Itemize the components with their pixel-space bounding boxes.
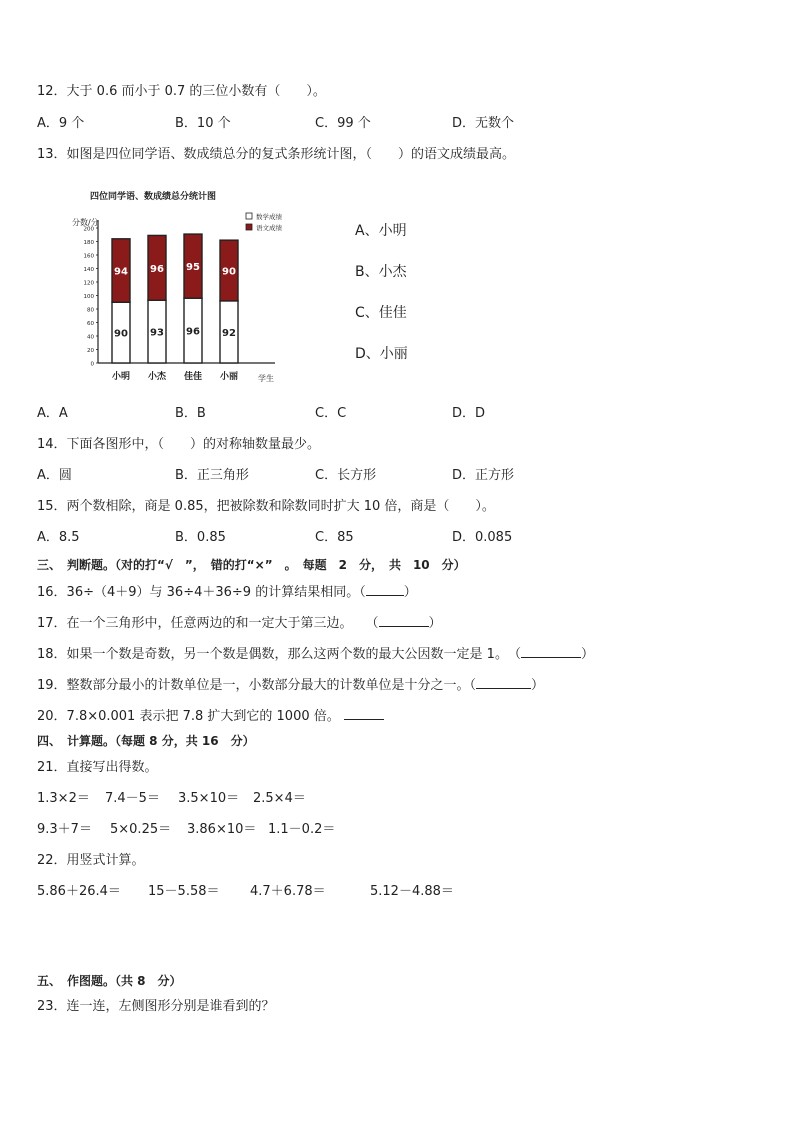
q21-item: 7.4－5＝ <box>105 791 160 806</box>
q21-stem: 21．直接写出得数。 <box>37 760 158 775</box>
q15-option-d: D．0.085 <box>452 530 513 545</box>
q21-item: 3.86×10＝ <box>187 822 257 837</box>
q21-item: 2.5×4＝ <box>253 791 306 806</box>
legend-label: 数学成绩 <box>256 213 282 221</box>
y-tick-label: 20 <box>87 348 94 354</box>
q15-option-a: A．8.5 <box>37 530 80 545</box>
q21-item: 3.5×10＝ <box>178 791 240 806</box>
y-tick-label: 60 <box>87 321 94 327</box>
x-tick-label: 小杰 <box>147 372 167 382</box>
q12-stem: 12．大于 0.6 而小于 0.7 的三位小数有（ ）。 <box>37 84 326 99</box>
y-tick-label: 180 <box>83 240 94 246</box>
q20-answer-blank[interactable] <box>344 707 384 720</box>
x-tick-label: 佳佳 <box>183 372 203 382</box>
q15-option-b: B．0.85 <box>175 530 226 545</box>
q14-stem: 14．下面各图形中，（ ）的对称轴数量最少。 <box>37 437 321 452</box>
q13-option-d: D．D <box>452 406 486 421</box>
q12-option-b: B．10 个 <box>175 116 231 131</box>
section-3-heading: 三、 判断题。（对的打“√ ”， 错的打“×” 。 每题 2 分， 共 10 分） <box>37 558 466 572</box>
bar-value-label: 90 <box>222 266 236 278</box>
q22-stem: 22．用竖式计算。 <box>37 853 145 868</box>
q19: 19．整数部分最小的计数单位是一，小数部分最大的计数单位是十分之一。（ ） <box>37 678 545 693</box>
q21-item: 5×0.25＝ <box>110 822 172 837</box>
section-4-heading: 四、 计算题。（每题 8 分，共 16 分） <box>37 734 255 748</box>
q21-item: 1.1－0.2＝ <box>268 822 336 837</box>
chart-title: 四位同学语、数成绩总分统计图 <box>90 192 217 202</box>
q18-answer-blank[interactable] <box>521 645 581 658</box>
q23-stem: 23．连一连，左侧图形分别是谁看到的？ <box>37 999 275 1014</box>
y-tick-label: 80 <box>87 307 94 314</box>
x-tick-label: 小明 <box>111 372 131 382</box>
q14-option-d: D．正方形 <box>452 468 515 483</box>
chart-bars <box>112 234 238 363</box>
chart-ylabel: 分数/分 <box>72 218 99 227</box>
q13-option-c: C．C <box>315 406 347 421</box>
y-tick-label: 40 <box>87 334 94 341</box>
q21-item: 1.3×2＝ <box>37 791 90 806</box>
legend-label: 语文成绩 <box>256 224 282 232</box>
q15-option-c: C．85 <box>315 530 354 545</box>
bar-value-label: 93 <box>150 327 164 339</box>
y-tick-label: 200 <box>83 226 94 233</box>
bar-value-label: 94 <box>114 266 128 278</box>
q12-option-d: D．无数个 <box>452 116 515 131</box>
q22-item: 5.12－4.88＝ <box>370 884 454 899</box>
q16-answer-blank[interactable] <box>366 583 404 596</box>
y-tick-label: 160 <box>83 253 94 260</box>
chart-x-labels <box>112 370 238 382</box>
y-tick-label: 140 <box>83 267 94 273</box>
chart-y-ticks <box>84 227 99 368</box>
q13-option-a: A．A <box>37 406 68 421</box>
q16: 16．36÷（4＋9）与 36÷4＋36÷9 的计算结果相同。（ ） <box>37 585 417 600</box>
section-5-heading: 五、 作图题。（共 8 分） <box>37 974 182 988</box>
q13-side-option-c: C、佳佳 <box>355 305 407 321</box>
q17-answer-blank[interactable] <box>379 614 429 627</box>
y-tick-label: 0 <box>90 361 94 368</box>
q17: 17．在一个三角形中，任意两边的和一定大于第三边。 （ ） <box>37 616 442 631</box>
q12-option-a: A．9 个 <box>37 116 85 131</box>
q18: 18．如果一个数是奇数，另一个数是偶数，那么这两个数的最大公因数一定是 1。 （ ） <box>37 647 594 662</box>
bar-value-label: 96 <box>150 263 164 275</box>
q19-answer-blank[interactable] <box>476 676 531 689</box>
q14-option-c: C．长方形 <box>315 468 377 483</box>
q15-stem: 15．两个数相除，商是 0.85，把被除数和除数同时扩大 10 倍，商是（ ）。 <box>37 499 495 514</box>
q14-option-b: B．正三角形 <box>175 468 249 483</box>
bar-value-label: 90 <box>114 328 128 340</box>
bar-value-label: 96 <box>186 326 200 338</box>
q21-item: 9.3＋7＝ <box>37 822 92 837</box>
q22-item: 5.86＋26.4＝ <box>37 884 121 899</box>
chart-legend <box>246 212 283 232</box>
q13-stem: 13．如图是四位同学语、数成绩总分的复式条形统计图，（ ）的语文成绩最高。 <box>37 147 516 162</box>
y-tick-label: 120 <box>83 280 94 287</box>
q22-item: 15－5.58＝ <box>148 884 220 899</box>
chart-xlabel: 学生 <box>258 374 274 383</box>
bar-value-label: 92 <box>222 327 236 339</box>
x-tick-label: 小丽 <box>219 372 239 382</box>
q13-side-option-d: D、小丽 <box>355 346 408 362</box>
q12-option-c: C．99 个 <box>315 116 371 131</box>
y-tick-label: 100 <box>83 294 94 300</box>
bar-chart <box>70 185 320 390</box>
legend-swatch <box>246 224 252 230</box>
q22-item: 4.7＋6.78＝ <box>250 884 326 899</box>
q13-option-b: B．B <box>175 406 206 421</box>
q14-option-a: A．圆 <box>37 468 72 483</box>
q13-side-option-b: B、小杰 <box>355 264 407 280</box>
bar-value-label: 95 <box>186 262 200 274</box>
legend-swatch <box>246 213 252 219</box>
q20: 20．7.8×0.001 表示把 7.8 扩大到它的 1000 倍。 <box>37 707 384 725</box>
q13-side-option-a: A、小明 <box>355 223 407 239</box>
